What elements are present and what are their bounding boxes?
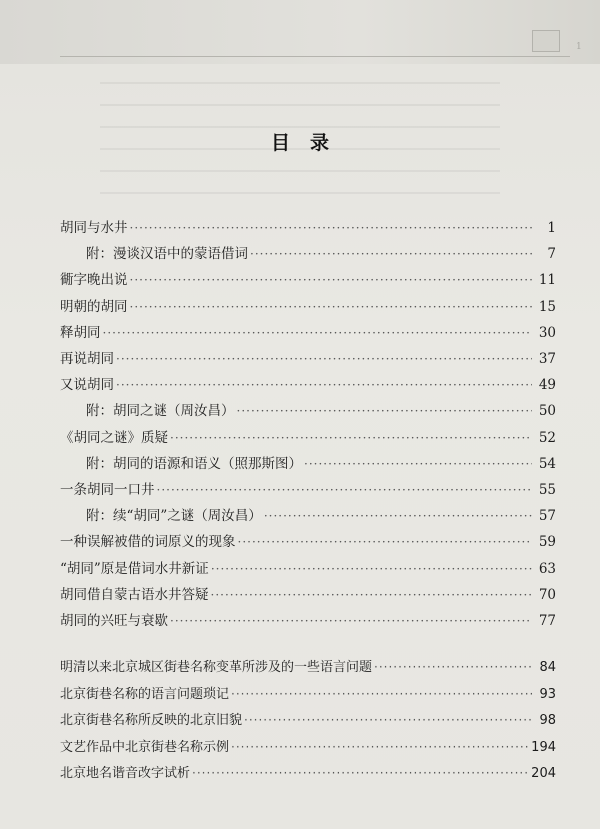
toc-page-number: 57 xyxy=(538,508,556,525)
toc-page-number: 15 xyxy=(538,298,556,315)
toc-leader-dots xyxy=(250,246,532,262)
toc-entry[interactable] xyxy=(60,369,556,393)
toc-entry[interactable] xyxy=(60,651,556,675)
toc-entry[interactable] xyxy=(60,678,556,702)
toc-entry-title: 释胡同 xyxy=(60,324,101,341)
toc-page-number: 93 xyxy=(539,686,556,702)
toc-entry-title: 《胡同之谜》质疑 xyxy=(60,429,168,446)
toc-leader-dots xyxy=(238,534,533,550)
toc-page-number: 59 xyxy=(538,534,556,551)
toc-subentry[interactable] xyxy=(86,500,556,524)
toc-leader-dots xyxy=(244,712,532,728)
toc-entry-title: 一条胡同一口井 xyxy=(60,482,155,498)
toc-entry-title: “胡同”原是借词水井新证 xyxy=(60,560,209,577)
toc-leader-dots xyxy=(130,220,533,236)
toc-page-number: 37 xyxy=(538,351,556,367)
toc-entry-title: 附：续“胡同”之谜（周汝昌） xyxy=(86,508,262,525)
toc-leader-dots xyxy=(170,613,532,629)
toc-leader-dots xyxy=(231,686,532,702)
toc-entry-title: 胡同与水井 xyxy=(60,220,128,236)
toc-entry[interactable] xyxy=(60,422,556,446)
header-rule xyxy=(60,56,570,57)
toc-page-number: 11 xyxy=(538,272,556,289)
page-title: 目录 xyxy=(270,132,349,154)
toc-leader-dots xyxy=(211,561,532,577)
toc-entry-title: 文艺作品中北京街巷名称示例 xyxy=(60,739,230,755)
toc-page-number: 63 xyxy=(538,560,556,577)
toc-page-number: 84 xyxy=(539,660,556,675)
toc-page-number: 1 xyxy=(547,220,556,236)
toc-entry[interactable] xyxy=(60,605,556,629)
toc-page-number: 49 xyxy=(538,377,556,394)
toc-leader-dots xyxy=(116,351,532,367)
toc-page-number: 30 xyxy=(538,324,556,341)
toc-entry-title: 一种误解被借的词原义的现象 xyxy=(60,534,236,551)
toc-leader-dots xyxy=(157,482,533,498)
toc-entry-title: 北京地名谐音改字试析 xyxy=(60,766,191,781)
toc-entry-title: 明朝的胡同 xyxy=(60,298,128,315)
toc-entry[interactable] xyxy=(60,526,556,550)
toc-leader-dots xyxy=(116,377,532,393)
toc-page-number: 204 xyxy=(531,766,556,781)
toc-page-number: 70 xyxy=(538,586,556,603)
toc-entry-title: 明清以来北京城区街巷名称变革所涉及的一些语言问题 xyxy=(60,660,373,675)
toc-page-number: 55 xyxy=(538,482,556,498)
toc-leader-dots xyxy=(304,456,532,472)
toc-entry-title: 胡同借自蒙古语水井答疑 xyxy=(60,586,209,603)
toc-entry[interactable] xyxy=(60,343,556,367)
toc-entry[interactable] xyxy=(60,553,556,577)
toc-leader-dots xyxy=(237,403,533,419)
toc-entry[interactable] xyxy=(60,704,556,728)
toc-entry[interactable] xyxy=(60,474,556,498)
toc-entry[interactable] xyxy=(60,212,556,236)
toc-page-number: 50 xyxy=(538,403,556,420)
toc-page-number: 194 xyxy=(531,739,556,755)
toc-entry-title: 附：漫谈汉语中的蒙语借词 xyxy=(86,246,248,263)
toc-leader-dots xyxy=(231,739,529,755)
toc-leader-dots xyxy=(374,659,532,675)
toc-leader-dots xyxy=(103,325,533,341)
toc-entry[interactable] xyxy=(60,757,556,781)
toc-subentry[interactable] xyxy=(86,395,556,419)
toc-leader-dots xyxy=(211,587,533,603)
toc-entry-title: 再说胡同 xyxy=(60,351,114,367)
toc-entry-title: 衚字晚出说 xyxy=(60,272,128,289)
toc-page-number: 98 xyxy=(539,713,556,728)
toc-entry-title: 北京街巷名称所反映的北京旧貌 xyxy=(60,713,243,728)
toc-page-number: 77 xyxy=(538,613,556,629)
toc-entry-title: 北京街巷名称的语言问题琐记 xyxy=(60,686,230,702)
toc-entry[interactable] xyxy=(60,579,556,603)
toc-entry[interactable] xyxy=(60,731,556,755)
seal-icon xyxy=(532,30,560,52)
toc-entry-title: 又说胡同 xyxy=(60,377,114,394)
toc-leader-dots xyxy=(170,430,532,446)
toc-entry[interactable] xyxy=(60,291,556,315)
toc-leader-dots xyxy=(130,272,533,288)
toc-page-number: 54 xyxy=(538,455,556,472)
toc-leader-dots xyxy=(264,508,532,524)
header-band xyxy=(0,0,600,64)
toc-leader-dots xyxy=(192,765,529,781)
toc-entry[interactable] xyxy=(60,264,556,288)
toc-entry-title: 胡同的兴旺与衰歇 xyxy=(60,613,168,629)
toc-subentry[interactable] xyxy=(86,238,556,262)
toc-entry[interactable] xyxy=(60,317,556,341)
toc-leader-dots xyxy=(130,299,533,315)
toc-entry-title: 附：胡同的语源和语义（照那斯图） xyxy=(86,455,302,472)
toc-page-number: 52 xyxy=(538,429,556,446)
toc-entry-title: 附：胡同之谜（周汝昌） xyxy=(86,403,235,420)
toc-subentry[interactable] xyxy=(86,448,556,472)
header-page-number: 1 xyxy=(576,42,582,52)
toc-page-number: 7 xyxy=(547,246,556,263)
